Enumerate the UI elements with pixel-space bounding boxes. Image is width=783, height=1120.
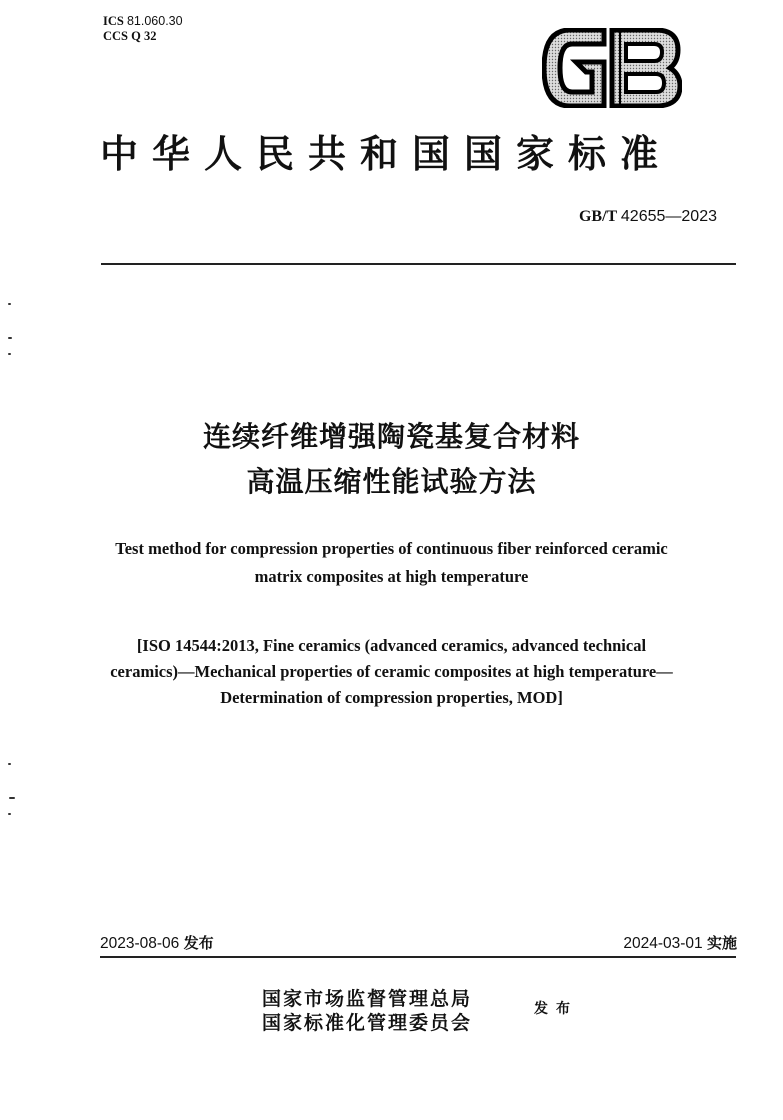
issuing-authorities: 国家市场监督管理总局 国家标准化管理委员会 <box>262 988 473 1034</box>
ics-code: ICS 81.060.30 <box>103 14 183 28</box>
standard-number: GB/T 42655—2023 <box>578 208 717 225</box>
top-divider <box>101 263 736 265</box>
scan-mark <box>8 303 11 305</box>
iso-reference: [ISO 14544:2013, Fine ceramics (advanced ceramics, advanced technical ceramics)—Mechanical properties of ceramic composites at high temperature— Determination of compression properties, MOD] <box>110 636 673 707</box>
scan-mark <box>8 353 11 355</box>
issue-date: 2023-08-06 发布 <box>100 934 214 952</box>
national-standard-title: 中华人民共和国国家标准 <box>100 131 673 176</box>
ccs-code: CCS Q 32 <box>103 29 157 43</box>
document-title-en: Test method for compression properties of continuous fiber reinforced ceramic matrix composites at high temperature <box>115 539 668 586</box>
bottom-divider <box>100 956 736 958</box>
implementation-date: 2024-03-01 实施 <box>623 934 737 952</box>
scan-mark <box>8 813 11 815</box>
scan-mark <box>9 797 15 799</box>
publish-label: 发布 <box>534 1001 578 1017</box>
scan-mark <box>8 337 12 339</box>
classification-codes <box>103 14 183 44</box>
document-title-cn: 连续纤维增强陶瓷基复合材料 高温压缩性能试验方法 <box>202 420 580 498</box>
gb-logo-icon <box>542 28 682 108</box>
scan-mark <box>8 763 11 765</box>
